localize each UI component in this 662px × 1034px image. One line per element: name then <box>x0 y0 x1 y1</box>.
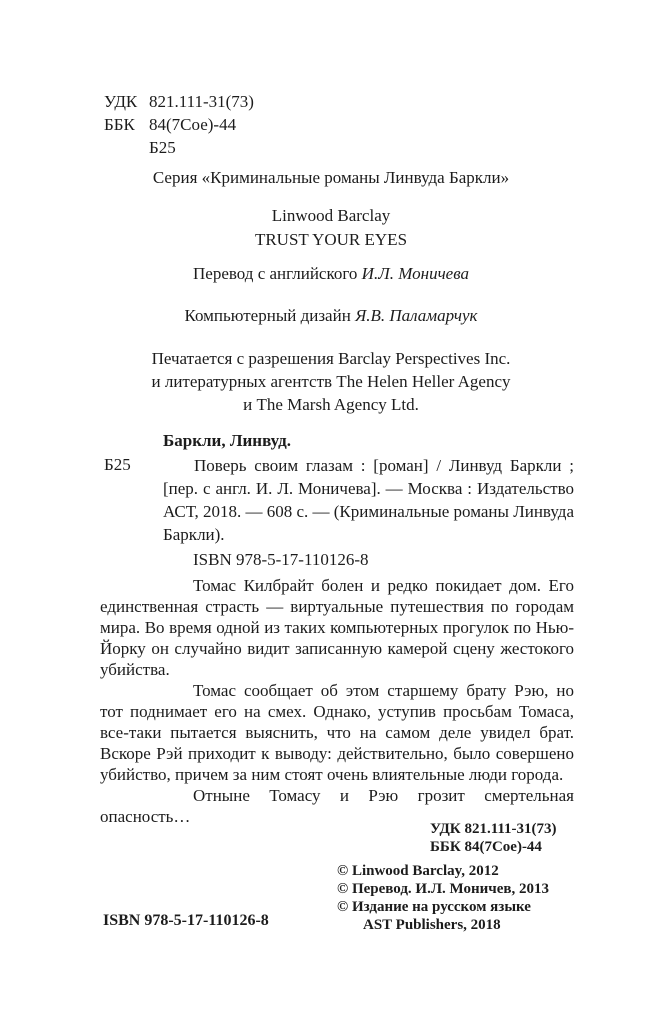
bottom-isbn: ISBN 978-5-17-110126-8 <box>103 912 269 929</box>
permission-line-3: и The Marsh Agency Ltd. <box>243 395 419 414</box>
author-sign-row <box>104 136 254 159</box>
imprint-top-block <box>104 90 254 159</box>
copyright-line-1: © Linwood Barclay, 2012 <box>337 863 499 879</box>
bottom-udc-line: УДК 821.111-31(73) <box>430 821 557 837</box>
original-edition-block <box>0 204 662 252</box>
udc-row <box>104 90 254 113</box>
series-line: Серия «Криминальные романы Линвуда Баркли» <box>152 168 510 187</box>
author-sign-spacer <box>104 136 149 159</box>
copyright-line-2: © Перевод. И.Л. Моничев, 2013 <box>337 881 549 897</box>
bbk-row <box>104 113 254 136</box>
imprint-bottom-codes <box>430 820 557 856</box>
author-sign: Б25 <box>149 138 176 157</box>
translator-name: И.Л. Моничева <box>361 264 469 283</box>
publisher-line: AST Publishers, 2018 <box>363 917 501 933</box>
annotation-paragraph-1: Томас Килбрайт болен и редко покидает дом. Его единственная страсть — виртуальные путешествия по городам мира. Во время одной из таких компьютерных прогулок по Нью-Йорку он случайно видит записанную камерой сцену жестокого убийства. <box>100 576 574 679</box>
design-credit <box>0 306 662 326</box>
annotation-paragraph-3: Отныне Томасу и Рэю грозит смертельная опасность… <box>100 786 574 826</box>
original-author: Linwood Barclay <box>271 206 391 225</box>
udc-label: УДК <box>104 92 138 111</box>
design-prefix: Компьютерный дизайн <box>184 306 351 325</box>
udc-value: 821.111-31(73) <box>149 92 254 111</box>
catalog-isbn: ISBN 978-5-17-110126-8 <box>193 550 369 569</box>
annotation-block <box>100 575 574 827</box>
bbk-value: 84(7Сое)-44 <box>149 115 237 134</box>
permission-line-2: и литературных агентств The Helen Heller Agency <box>151 372 511 391</box>
copyright-line-3: © Издание на русском языке <box>337 899 531 915</box>
catalog-author-heading: Баркли, Линвуд. <box>163 431 291 450</box>
permission-line-1: Печатается с разрешения Barclay Perspectives Inc. <box>151 349 511 368</box>
translation-prefix: Перевод с английского <box>193 264 358 283</box>
copyright-block <box>337 862 549 934</box>
bbk-label: ББК <box>104 115 135 134</box>
designer-name: Я.В. Паламарчук <box>355 306 478 325</box>
translation-credit <box>0 264 662 284</box>
catalog-description: Поверь своим глазам : [роман] / Линвуд Баркли ; [пер. с англ. И. Л. Моничева]. — Москва : Издательство АСТ, 2018. — 608 с. — (Криминальные романы Линвуда Баркли). <box>163 456 574 544</box>
annotation-paragraph-2: Томас сообщает об этом старшему брату Рэю, но тот поднимает его на смех. Однако, уступив просьбам Томаса, все-таки пытается выяснить, что на самом деле увидел брат. Вскоре Рэй приходит к выводу: действительно, было совершено убийство, причем за ним стоят очень влиятельные люди города. <box>100 681 574 784</box>
catalog-author-sign: Б25 <box>104 455 131 474</box>
original-title: TRUST YOUR EYES <box>254 230 408 249</box>
bottom-bbk-line: ББК 84(7Сое)-44 <box>430 839 542 855</box>
permission-notice <box>0 347 662 416</box>
